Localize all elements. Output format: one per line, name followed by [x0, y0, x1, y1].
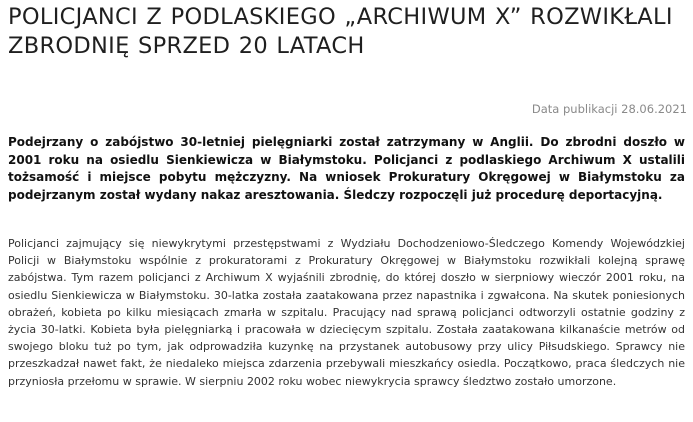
publication-date: Data publikacji 28.06.2021: [531, 102, 687, 116]
article-body: Policjanci zajmujący się niewykrytymi przestępstwami z Wydziału Dochodzeniowo-Śledczego Komendy Wojewódzkiej Policji w Białymstoku wspólnie z prokuratorami z Prokuratury Okręgowej w Białymstoku rozwikłali kolejną sprawę zabójstwa. Tym razem policjanci z Archiwum X wyjaśnili zbrodnię, do której doszło w sierpniowy wieczór 2001 roku, na osiedlu Sienkiewicza w Białymstoku. 30-latka została zaatakowana przez napastnika i zgwałcona. Na skutek poniesionych obrażeń, kobieta po kilku miesiącach zmarła w szpitalu. Pracujący nad sprawą policjanci odtworzyli ostatnie godziny z życia 30-latki. Kobieta była pielęgniarką i pracowała w dziecięcym szpitalu. Została zaatakowana kilkanaście metrów od swojego bloku tuż po tym, jak odprowadziła kuzynkę na przystanek autobusowy przy ulicy Piłsudskiego. Sprawcy nie przeszkadzał nawet fakt, że niedaleko miejsca zdarzenia przebywali mieszkańcy osiedla. Początkowo, praca śledczych nie przyniosła przełomu w sprawie. W sierpniu 2002 roku wobec niewykrycia sprawcy śledztwo zostało umorzone.: [8, 237, 685, 388]
article-lead: Podejrzany o zabójstwo 30-letniej pielęgniarki został zatrzymany w Anglii. Do zbrodni doszło w 2001 roku na osiedlu Sienkiewicza w Białymstoku. Policjanci z podlaskiego Archiwum X ustalili tożsamość i miejsce pobytu mężczyzny. Na wniosek Prokuratury Okręgowej w Białymstoku za podejrzanym został wydany nakaz aresztowania. Śledczy rozpoczęli już procedurę deportacyjną.: [8, 135, 685, 202]
article-title: POLICJANCI Z PODLASKIEGO „ARCHIWUM X” ROZWIKŁALI ZBRODNIĘ SPRZED 20 LATACH: [8, 4, 673, 59]
